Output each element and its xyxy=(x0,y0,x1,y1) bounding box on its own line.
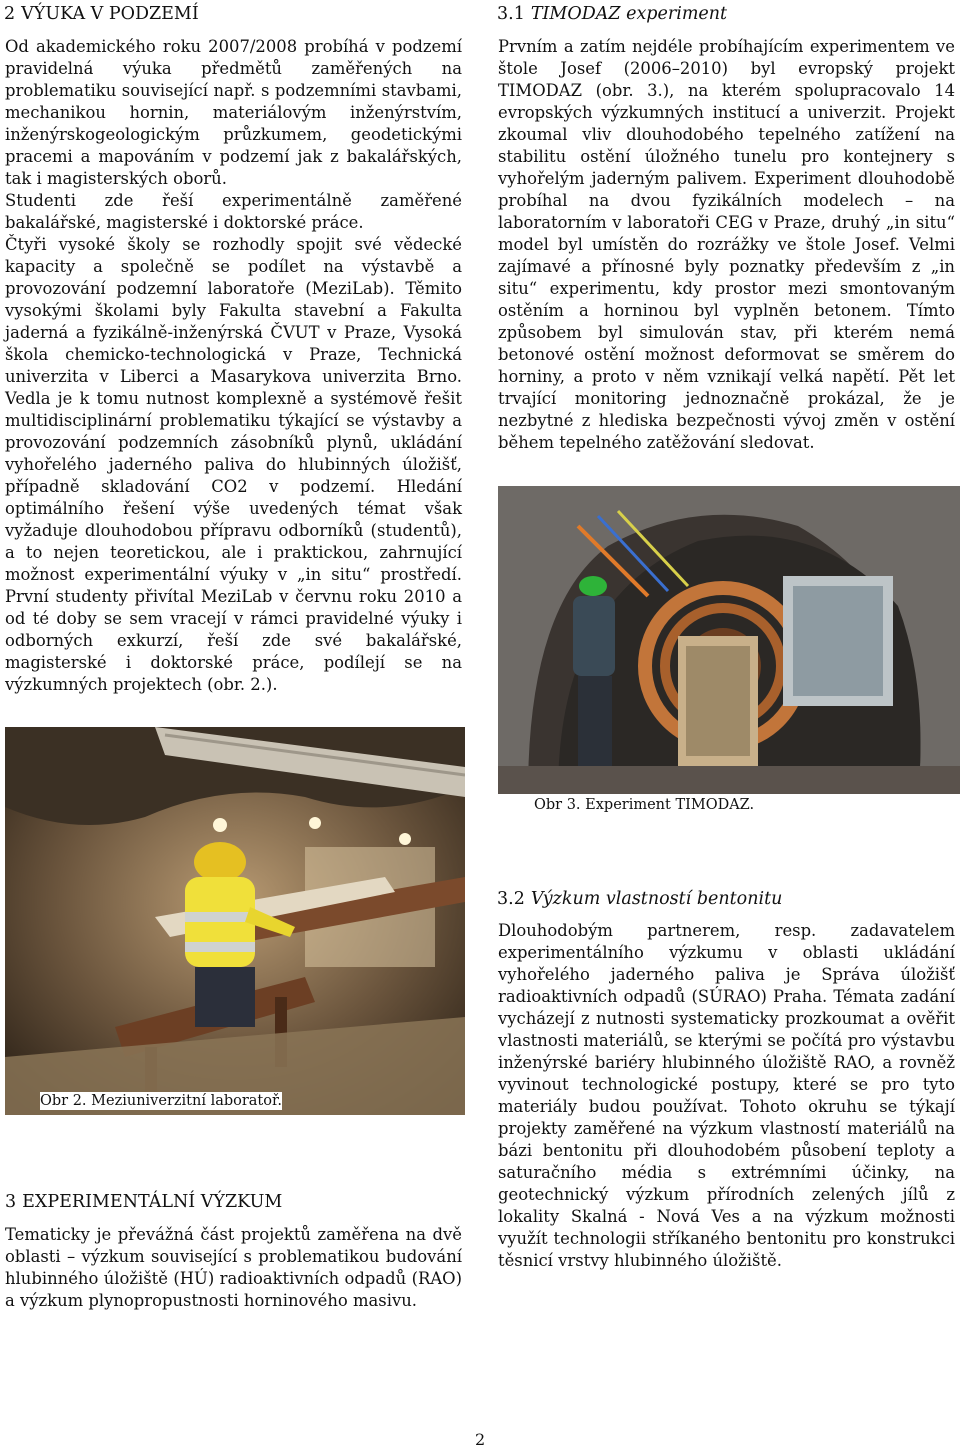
section-3-2-paragraph: Dlouhodobým partnerem, resp. zadavatelem experimentálního výzkumu v oblasti ukládání vyhořelého jaderného paliva je Správa úložišť radioaktivních odpadů (SÚRAO) Praha. Témata zadání vycházejí z nutnosti systematicky prozkoumat a ověřit vlastnosti materiálů, se kterými se počítá pro výstavbu inženýrské bariéry hlubinného úložiště RAO, a rovněž vyvinout technologické postupy, které se pro tyto materiály budou používat. Tohoto okruhu se týkají projekty zaměřené na výzkum vlastností materiálů na bázi bentonitu při dlouhodobém působení teploty a saturačního média s extrémními účinky, na geotechnický výzkum přírodních zelených jílů z lokality Skalná - Nová Ves a na výzkum možnosti využít technologii stříkaného bentonitu pro konstrukci těsnicí vrstvy hlubinného úložiště. xyxy=(498,921,955,1270)
section-title: VÝUKA V PODZEMÍ xyxy=(21,4,199,24)
section-title: EXPERIMENTÁLNÍ VÝZKUM xyxy=(22,1192,283,1212)
figure-3-photo xyxy=(498,486,960,794)
section-3-paragraph: Tematicky je převážná část projektů zaměřena na dvě oblasti – výzkum související s problematikou budování hlubinného úložiště (HÚ) radioaktivních odpadů (RAO) a výzkum plynopropustnosti horninového masivu. xyxy=(5,1225,462,1310)
section-2-paragraph-2: Studenti zde řeší experimentálně zaměřené bakalářské, magisterské i doktorské práce. xyxy=(5,191,462,232)
section-2-paragraph-3: Čtyři vysoké školy se rozhodly spojit své vědecké kapacity a společně se podílet na výstavbě a provozování podzemní laboratoře (MeziLab). Těmito vysokými školami byly Fakulta stavební a Fakulta jaderná a fyzikálně-inženýrská ČVUT v Praze, Vysoká škola chemicko-technologická v Praze, Technická univerzita v Liberci a Masarykova univerzita Brno. Vedla je k tomu nutnost komplexně a systémově řešit multidisciplinární problematiku týkající se výstavby a provozování podzemních zásobníků plynů, ukládání vyhořelého jaderného paliva do hlubinných úložišť, případně skladování CO2 v podzemí. Hledání optimálního řešení výše uvedených témat však vyžaduje dlouhodobou přípravu odborníků (studentů), a to nejen teoretickou, ale i praktickou, zahrnující možnost experimentální výuky v „in situ“ prostředí. První studenty přivítal MeziLab v červnu roku 2010 a od té doby se sem vracejí v rámci pravidelné výuky i odborných exkurzí, řeší zde své bakalářské, magisterské i doktorské práce, podílejí se na výzkumných projektech (obr. 2.). xyxy=(5,235,462,694)
section-title: TIMODAZ experiment xyxy=(530,4,728,24)
section-title: Výzkum vlastností bentonitu xyxy=(530,889,783,909)
laboratory-photo-illustration xyxy=(5,727,465,1115)
section-number: 3.2 xyxy=(497,889,525,909)
figure-2-caption: Obr 2. Meziuniverzitní laboratoř. xyxy=(40,1093,282,1109)
section-3-2-heading xyxy=(497,888,782,910)
page-number: 2 xyxy=(475,1430,486,1449)
section-number: 3.1 xyxy=(497,4,525,24)
section-3-1-paragraph: Prvním a zatím nejdéle probíhajícím experimentem ve štole Josef (2006–2010) byl evropský projekt TIMODAZ (obr. 3.), na kterém spolupracovalo 14 evropských výzkumných institucí a univerzit. Projekt zkoumal vliv dlouhodobého tepelného zatížení na stabilitu ostění úložného tunelu pro kontejnery s vyhořelým jaderným palivem. Experiment dlouhodobě probíhal na dvou fyzikálních modelech – na laboratorním v laboratoři CEG v Praze, druhý „in situ“ model byl umístěn do rozrážky ve štole Josef. Velmi zajímavé a přínosné byly poznatky především z „in situ“ experimentu, kdy prostor mezi smontovaným ostěním a horninou byl vyplněn betonem. Tímto způsobem byl simulován stav, při kterém nemá betonové ostění možnost deformovat se směrem do horniny, a proto v něm vznikají velká napětí. Pět let trvající monitoring jednoznačně prokázal, že je nezbytné z hlediska bezpečnosti vývoj změn v ostění během tepelného zatěžování sledovat. xyxy=(498,37,955,452)
section-number: 2 xyxy=(4,4,16,24)
section-2-heading xyxy=(4,3,199,25)
figure-2-photo xyxy=(5,727,465,1115)
figure-3-caption: Obr 3. Experiment TIMODAZ. xyxy=(534,797,755,813)
section-3-1-heading xyxy=(497,3,727,25)
timodaz-photo-illustration xyxy=(498,486,960,794)
section-2-paragraph-1: Od akademického roku 2007/2008 probíhá v podzemí pravidelná výuka předmětů zaměřených na problematiku související např. s podzemními stavbami, mechanikou hornin, materiálovým inženýrstvím, inženýrskogeologickým průzkumem, geodetickými pracemi a mapováním v podzemí jak z bakalářských, tak i magisterských oborů. xyxy=(5,37,462,188)
section-3-heading xyxy=(5,1191,282,1213)
section-number: 3 xyxy=(5,1192,17,1212)
